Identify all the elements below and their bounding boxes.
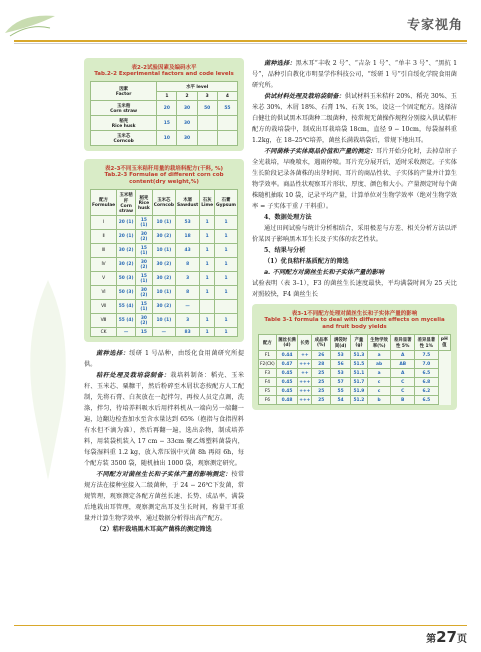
table-row: [91, 116, 238, 131]
table-cell: A: [391, 351, 415, 360]
table-cell: 50: [197, 101, 217, 116]
table-cell: ++: [298, 369, 312, 378]
section-heading: 5、结果与分析: [264, 247, 306, 254]
table-cell: 10 (1): [152, 286, 175, 300]
table-header-cell: 配方: [259, 335, 277, 351]
paragraph-label: 供试材料处理及栽培袋制备：: [264, 93, 345, 100]
table-cell: [217, 116, 237, 131]
table-cell: [197, 116, 217, 131]
table-cell: 30 (2): [152, 272, 175, 286]
table-header-cell: 成品率(%): [312, 335, 331, 351]
table-cell: 15: [157, 116, 177, 131]
section-heading: 4、数据处理方法: [264, 214, 312, 221]
table-header-cell: 差异显著性 5%: [391, 335, 415, 351]
table-cell: —: [152, 328, 175, 337]
table-3-1: [252, 304, 457, 410]
page-number-value: 27: [436, 628, 457, 646]
section-heading: （1）优良秸秆基质配方的筛选: [264, 258, 349, 265]
table-row: [91, 272, 238, 286]
table-caption-en: Table 3-1 formula to deal with different effects on mycelia and fruit body yields: [264, 317, 445, 330]
paragraph: [252, 267, 457, 300]
table-cell: 1: [215, 314, 238, 328]
table-row: [259, 335, 451, 351]
table-cell: 7.5: [414, 351, 438, 360]
table-header-cell: 菌丝长满(d): [276, 335, 298, 351]
table-cell: 0.45: [276, 369, 298, 378]
yield-table: [258, 334, 451, 405]
table-header-cell: 1: [157, 92, 177, 101]
table-header-cell: 2: [177, 92, 197, 101]
table-caption-cn: 表2-3不同玉米秸秆用量的栽培料配方(干料, %): [105, 166, 223, 172]
table-cell: F2(CK): [260, 361, 275, 367]
table-cell: 10 (1): [152, 314, 175, 328]
table-cell: 30 (2): [152, 258, 175, 272]
table-header-cell: 满袋时间(d): [331, 335, 351, 351]
table-row: [91, 258, 238, 272]
table-cell: A: [391, 369, 415, 378]
leaf-decoration-icon: [0, 8, 60, 38]
table-2-3: [84, 159, 244, 342]
table-cell: 3: [176, 314, 200, 328]
table-cell: 10 (1): [152, 216, 175, 230]
paragraph-text: 供试材料玉米秸秆 20%、稻壳 30%、玉米芯 30%、木屑 18%、石膏 1%、石灰 1%，设这一个固定配方。选择洁白健壮的供试黑木耳菌种二级菌种，按常规无菌操作规程分别接入供试秸秆配方的栽培袋中，制成出耳栽培袋 18cm，直径 9 − 10cm，每袋湿料重 1.2kg，在 18–25℃培养，菌丝长满栽培袋后，常规下地出耳。: [252, 93, 457, 144]
table-cell: Ⅷ: [91, 314, 117, 328]
table-cell: 玉米秸 Corn straw: [91, 101, 157, 116]
table-cell: B: [391, 396, 415, 405]
table-header-cell: 稻壳 Rice husk: [136, 190, 153, 216]
table-header-cell: 4: [217, 92, 237, 101]
table-cell: 8: [176, 258, 200, 272]
table-cell: 56: [331, 360, 351, 369]
table-cell: 18: [176, 230, 200, 244]
table-cell: +++: [299, 361, 311, 367]
table-cell: 57: [331, 378, 351, 387]
table-cell: b: [367, 396, 391, 405]
table-cell: Ⅲ: [91, 244, 117, 258]
table-cell: 6.2: [414, 387, 438, 396]
table-cell: a: [367, 369, 391, 378]
table-row: [259, 396, 451, 405]
table-cell: F6: [259, 396, 277, 405]
table-row: [259, 351, 451, 360]
paragraph-label: 不同菌株子实体商品价值和产量的测定：: [264, 148, 377, 155]
table-cell: 30 (2): [152, 300, 175, 314]
table-cell: [215, 300, 238, 314]
background-leaf-icon: [20, 280, 76, 480]
table-cell: +++: [299, 388, 311, 394]
table-row: [91, 328, 238, 337]
table-cell: +++: [299, 379, 311, 385]
table-cell: 6.8: [414, 378, 438, 387]
table-cell: 1: [200, 216, 215, 230]
paragraph-text: 黑木耳“丰收 2 号”、“吉杂 1 号”、“单丰 3 号”、“黑抗 1 号”，品种引自教化市明显学作科技公司，“绥研 1 号”引自绥化学院食用菌研究所。: [252, 60, 458, 89]
table-caption-en: Tab.2-3 Formulae of different corn cob content(dry weight,%): [104, 172, 224, 185]
table-row: [91, 314, 238, 328]
table-cell: 30 (2): [152, 230, 175, 244]
table-cell: F5: [259, 387, 277, 396]
table-cell: 51.2: [351, 396, 368, 405]
table-caption-en: Tab.2-2 Experimental factors and code levels: [94, 71, 234, 77]
table-cell: [197, 131, 217, 146]
table-cell: 20: [157, 101, 177, 116]
paragraph-label: 秸秆处理及栽培袋制备：: [96, 372, 171, 379]
paragraph-label: 菌种选择：: [264, 60, 296, 67]
page-number: [426, 628, 467, 646]
table-cell: Ⅴ: [91, 272, 117, 286]
table-cell: 26: [312, 351, 331, 360]
table-cell: 83: [176, 328, 200, 337]
table-cell: 7.0: [414, 360, 438, 369]
table-header-cell: 生物学效率(%): [367, 335, 391, 351]
table-cell: 8: [176, 286, 200, 300]
table-cell: 55 (4): [117, 300, 136, 314]
table-cell: 15 (1): [136, 272, 153, 286]
table-cell: +++: [299, 397, 311, 403]
table-cell: Ⅵ: [91, 286, 117, 300]
footer-divider: [14, 625, 467, 626]
table-cell: F4: [259, 378, 277, 387]
table-cell: [200, 300, 215, 314]
paragraph: [252, 58, 457, 91]
table-cell: 50 (3): [117, 286, 136, 300]
table-cell: 53: [176, 216, 200, 230]
table-cell: 51.3: [351, 351, 368, 360]
table-cell: —: [176, 300, 200, 314]
table-row: [259, 369, 451, 378]
table-cell: 1: [215, 258, 238, 272]
table-cell: 53: [331, 369, 351, 378]
table-cell: 0.45: [276, 378, 298, 387]
table-cell: CK: [91, 328, 117, 337]
table-cell: 10: [157, 131, 177, 146]
table-cell: 30 (2): [117, 244, 136, 258]
table-cell: a: [367, 351, 391, 360]
table-cell: F1: [259, 351, 277, 360]
paragraph: [252, 146, 457, 212]
table-header-cell: 石灰 Lime: [200, 190, 215, 216]
table-cell: 15 (1): [136, 244, 153, 258]
paragraph-label: a. 不同配方对菌丝生长和子实体产量的影响: [264, 269, 385, 276]
table-cell: 1: [215, 216, 238, 230]
table-header-cell: 木屑 Sawdust: [176, 190, 200, 216]
table-row: [91, 230, 238, 244]
table-cell: Ⅶ: [91, 300, 117, 314]
paragraph-text: 栽培料制备：稻壳、玉米秆、玉米芯、粟糠干，然后粉碎至木屑状态按配方人工配制，先将石膏、白灰放在一起拌匀，再按人员定点调，洗涤，拌匀，待培养料吸水后用拌料机从一端向另一端翻一遍，边翻边检查加水至含水量达到 65%（抱指与食指捏料有水但不滴为准），然后再翻一遍，选出杂物，制成培养料，用装袋机装入 17 cm − 33cm 聚乙烯塑料菌袋内，每袋湿料重 1.2 kg，放入常压锅中灭菌 8h 再闷 6h，每个配方装 3500 袋，随机抽出 1000 袋，观察测定研究。: [84, 372, 245, 467]
table-caption-cn: 表3-1不同配方处理对菌丝生长和子实体产量的影响: [291, 311, 418, 317]
section-title: 专家视角: [406, 18, 463, 33]
paragraph-label: 不同配方对菌丝生长和子实体产量的影响测定：: [96, 471, 232, 478]
table-cell: 20 (1): [117, 230, 136, 244]
left-body-text: [84, 348, 244, 535]
table-row: [91, 244, 238, 258]
table-cell: 15 (1): [136, 300, 153, 314]
paragraph-text: 绥研 1 号品种，由绥化食用菌研究所提供。: [84, 350, 245, 368]
table-cell: 30: [177, 131, 197, 146]
table-row: [91, 286, 238, 300]
table-row: [259, 360, 451, 369]
table-cell: 1: [215, 286, 238, 300]
table-cell: 51.5: [351, 360, 368, 369]
table-row: [91, 131, 238, 146]
page-suffix: 页: [457, 634, 467, 645]
table-cell: 3: [176, 272, 200, 286]
table-cell: 0.47: [276, 360, 298, 369]
table-cell: 43: [176, 244, 200, 258]
table-cell: 1: [200, 244, 215, 258]
table-cell: ++: [298, 351, 312, 360]
table-cell: F3: [259, 369, 277, 378]
table-row: [259, 378, 451, 387]
table-cell: 玉米芯 Corncob: [91, 131, 157, 146]
table-cell: 稻壳 Rice husk: [91, 116, 157, 131]
table-row: [91, 101, 238, 116]
table-cell: AB: [391, 360, 415, 369]
table-header-cell: 产量(g): [351, 335, 368, 351]
table-cell: Ⅰ: [91, 216, 117, 230]
page-label: 第: [426, 634, 437, 645]
table-header-cell: 因素 Factor: [91, 82, 157, 101]
table-cell: 51.7: [351, 378, 368, 387]
table-cell: 30: [177, 101, 197, 116]
table-header-cell: 长势: [298, 335, 312, 351]
formula-table: [90, 189, 238, 337]
table-cell: 1: [200, 258, 215, 272]
table-cell: 1: [200, 230, 215, 244]
paragraph: 通过田间试验与统计分析相结合，采用极差与方差、相关分析方法以评价某因子影响黑木耳生长及子实体的农艺性状。: [252, 225, 457, 243]
table-cell: 53: [331, 351, 351, 360]
table-cell: 15: [136, 328, 153, 337]
table-header-cell: 玉米秸秆 Corn straw: [117, 190, 136, 216]
table-cell: 30 (2): [136, 230, 153, 244]
table-cell: 30 (2): [136, 286, 153, 300]
table-cell: 1: [200, 272, 215, 286]
table-cell: 0.48: [276, 396, 298, 405]
left-column: [84, 58, 244, 535]
table-cell: c: [367, 378, 391, 387]
table-cell: 51.9: [351, 387, 368, 396]
table-cell: 0.45: [276, 387, 298, 396]
table-cell: 30: [177, 116, 197, 131]
table-cell: 28: [312, 360, 331, 369]
table-cell: 1: [215, 328, 238, 337]
table-cell: 30 (2): [136, 314, 153, 328]
table-row: [91, 216, 238, 230]
table-header-cell: 配方 Formulae: [91, 190, 117, 216]
table-cell: 54: [331, 396, 351, 405]
table-cell: C: [391, 378, 415, 387]
table-cell: 25: [312, 369, 331, 378]
table-caption-cn: 表2-2试验因素及编码水平: [131, 65, 197, 71]
paragraph: [84, 348, 244, 370]
table-header-cell: 3: [197, 92, 217, 101]
table-cell: 10 (1): [152, 244, 175, 258]
table-cell: —: [117, 328, 136, 337]
paragraph-text: 试验表明（表 3–1），F3 的菌丝生长速度最快，平均满袋时间为 25 天比对照较快，F4 菌丝生长: [252, 280, 457, 298]
table-cell: c: [367, 387, 391, 396]
right-column: [252, 58, 457, 410]
table-row: [91, 300, 238, 314]
table-cell: 50 (3): [117, 272, 136, 286]
table-cell: 51.1: [351, 369, 368, 378]
table-header-cell: pH值: [438, 335, 450, 351]
table-cell: [217, 131, 237, 146]
table-cell: 1: [215, 272, 238, 286]
table-row: [91, 82, 238, 92]
table-2-2: [84, 58, 244, 151]
paragraph: [84, 469, 244, 524]
table-cell: 55: [331, 387, 351, 396]
table-cell: 6.5: [414, 396, 438, 405]
table-header-cell: 玉米芯 Corncob: [152, 190, 175, 216]
paragraph-text: 耳片开始分化时，去掉草帘子全光栽培，早晚喷水，遇雨停喷。耳片充分展开后，适时采收测定。子实体生长阶段记录各菌株的出芽时间、耳片的商品性状、子实体的产量并计算生物学效率。商品性状观察耳片形状、厚度、颜色和大小。产量测定时每个菌株随机抽取 10 袋，记录平均产量，计算单位对生物学效率（绝对生物学效率 = 子实体干重 / 干料重）。: [252, 148, 458, 210]
table-row: [259, 387, 451, 396]
table-cell: 30 (2): [117, 258, 136, 272]
table-cell: C: [391, 387, 415, 396]
table-cell: Ⅱ: [91, 230, 117, 244]
table-cell: 1: [200, 314, 215, 328]
table-cell: 25: [312, 387, 331, 396]
factor-table: [90, 81, 238, 146]
table-cell: 1: [200, 328, 215, 337]
table-cell: 1: [200, 286, 215, 300]
table-cell: 25: [312, 396, 331, 405]
table-header-cell: 石膏 Gypsum: [215, 190, 238, 216]
table-cell: 20 (1): [117, 216, 136, 230]
table-cell: 15 (1): [136, 216, 153, 230]
table-header-cell: 水平 level: [157, 82, 238, 92]
table-cell: 55 (4): [117, 314, 136, 328]
header-divider-thin: [14, 43, 467, 44]
table-cell: 1: [215, 230, 238, 244]
paragraph: [252, 91, 457, 146]
table-header-cell: 差异显著性 1%: [414, 335, 438, 351]
table-cell: 30 (2): [136, 258, 153, 272]
table-cell: Ⅳ: [91, 258, 117, 272]
table-cell: 55: [217, 101, 237, 116]
paragraph-label: 菌种选择：: [96, 350, 130, 357]
table-cell: 25: [312, 378, 331, 387]
paragraph: [84, 370, 244, 469]
table-cell: 6.5: [414, 369, 438, 378]
header-divider: [14, 40, 467, 42]
table-cell: 1: [215, 244, 238, 258]
section-heading: （2）秸秆栽培黑木耳高产菌株的测定筛选: [96, 526, 212, 533]
table-cell: 0.44: [276, 351, 298, 360]
paragraph-text: 按常规方法在接种室接入二级菌种，于 24 − 26℃下发菌，常规管理，观察测定各配方菌丝长速、长势、成品率，满袋后地栽出耳管理，观察测定出耳及生长时间，称量干耳重量并计算生物学效率，通过数据分析得出高产配方。: [84, 471, 245, 522]
table-cell: ab: [367, 360, 391, 369]
table-row: [91, 190, 238, 216]
